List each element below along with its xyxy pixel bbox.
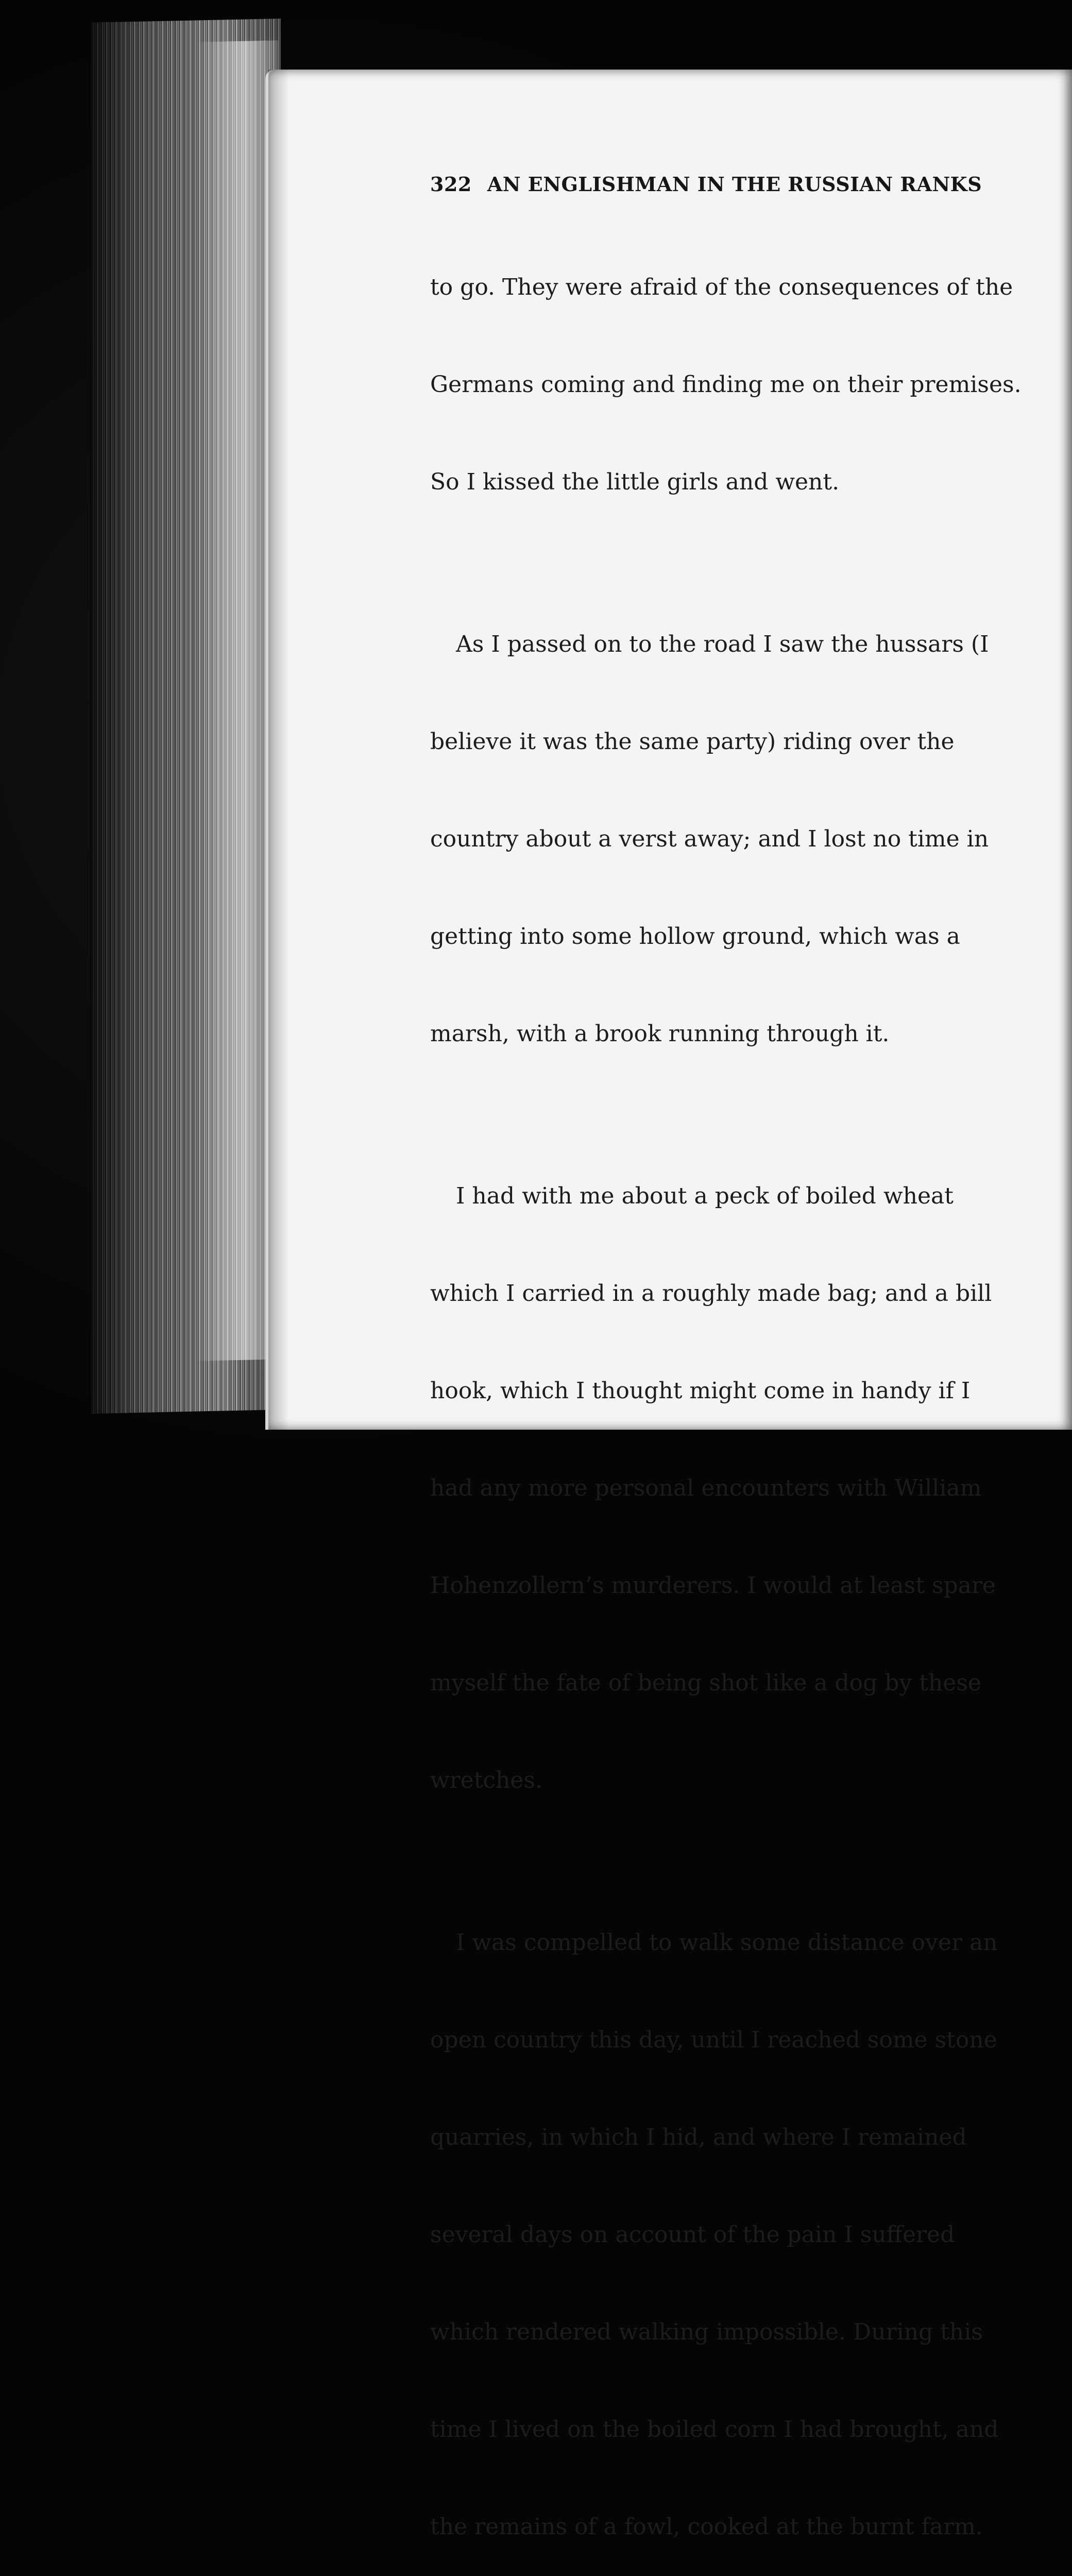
- text-line: As I passed on to the road I saw the hussars (I: [456, 631, 989, 657]
- text-line: country about a verst away; and I lost no time in: [430, 826, 989, 852]
- text-line: the remains of a fowl, cooked at the burnt farm.: [430, 2514, 983, 2540]
- paragraph: [430, 1115, 1064, 1861]
- text-line: So I kissed the little girls and went.: [430, 469, 840, 495]
- text-line: I had with me about a peck of boiled wheat: [456, 1183, 954, 1209]
- page-text-block: [430, 173, 1064, 2576]
- text-line: quarries, in which I hid, and where I remained: [430, 2124, 967, 2150]
- text-line: had any more personal encounters with William: [430, 1475, 982, 1501]
- text-line: open country this day, until I reached some stone: [430, 2027, 997, 2053]
- running-title: AN ENGLISHMAN IN THE RUSSIAN RANKS: [487, 173, 982, 196]
- text-line: to go. They were afraid of the consequences of the: [430, 274, 1013, 300]
- text-line: Hohenzollern’s murderers. I would at least spare: [430, 1572, 996, 1599]
- text-line: several days on account of the pain I suffered: [430, 2222, 955, 2248]
- text-line: hook, which I thought might come in handy if I: [430, 1378, 971, 1404]
- paragraph: [430, 1861, 1064, 2576]
- page-number: 322: [430, 173, 472, 196]
- text-line: wretches.: [430, 1767, 543, 1793]
- text-line: which rendered walking impossible. During this: [430, 2319, 983, 2345]
- text-line: time I lived on the boiled corn I had brought, and: [430, 2416, 999, 2443]
- text-line: getting into some hollow ground, which was a: [430, 923, 960, 950]
- text-line: myself the fate of being shot like a dog by these: [430, 1670, 981, 1696]
- text-line: which I carried in a roughly made bag; and a bill: [430, 1280, 992, 1307]
- text-line: Germans coming and finding me on their premises.: [430, 371, 1022, 398]
- text-line: believe it was the same party) riding over the: [430, 728, 955, 755]
- paragraph: [430, 563, 1064, 1115]
- paragraph: [430, 206, 1064, 563]
- text-line: I was compelled to walk some distance over an: [456, 1929, 998, 1956]
- running-head: [430, 173, 1064, 196]
- text-line: marsh, with a brook running through it.: [430, 1021, 890, 1047]
